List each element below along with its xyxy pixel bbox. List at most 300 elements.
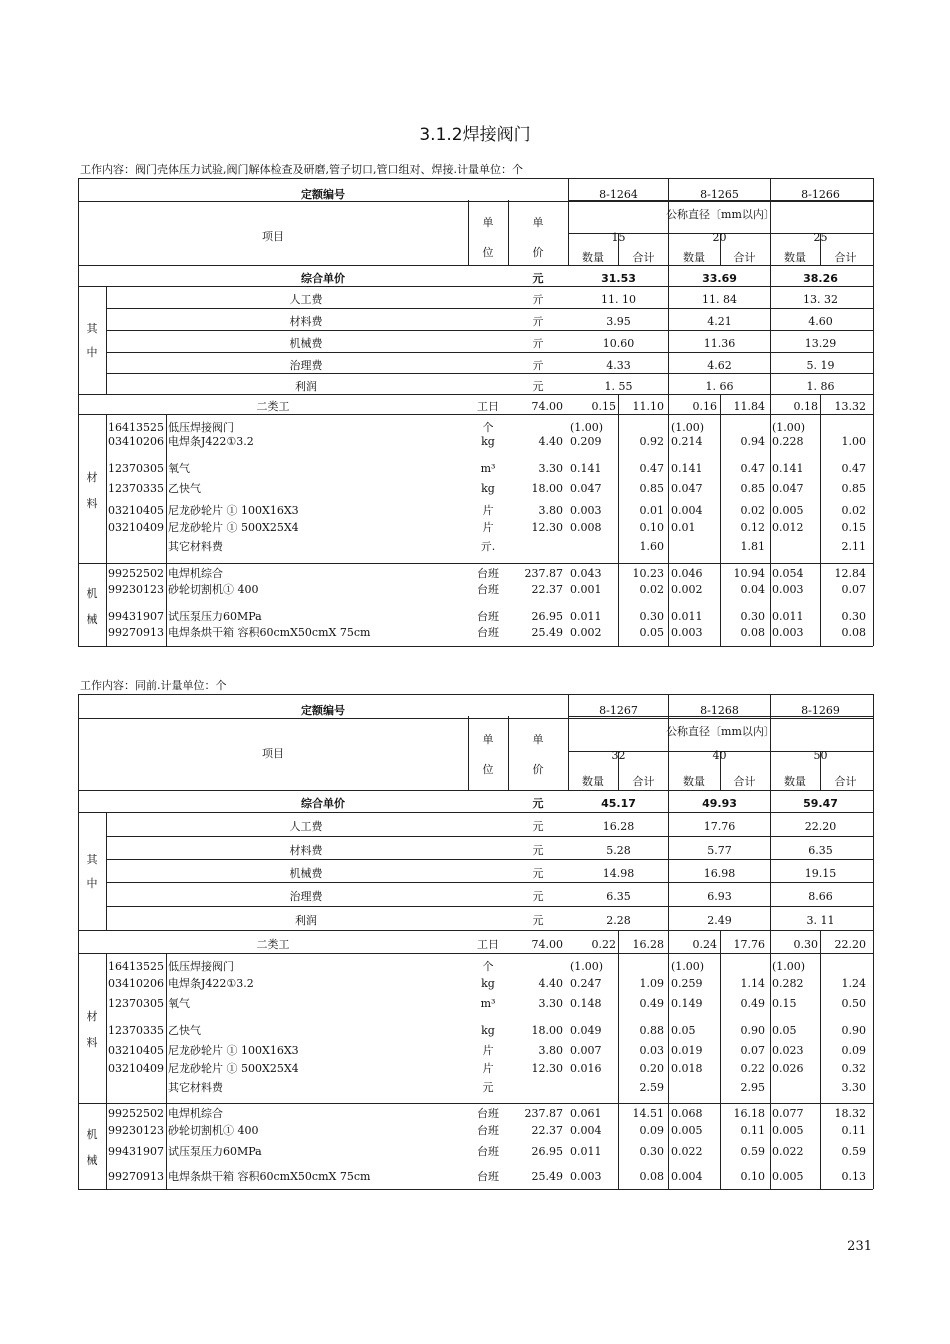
material-sum: 0.85 [841,482,866,495]
machine-sum: 0.59 [740,1145,765,1158]
quota-code: 8-1267 [599,704,638,717]
composite-value: 33.69 [702,272,737,285]
material-unit: 亓. [480,540,496,553]
cost-unit: 元 [532,890,544,903]
material-name: 低压焊接阀门 [168,421,234,434]
material-price: 12.30 [531,521,563,534]
material-unit: 个 [482,421,494,434]
material-name: 尼龙砂轮片 ① 100X16X3 [168,1044,299,1057]
labor-value: 17.76 [733,937,765,951]
material-code: 16413525 [108,421,164,434]
machine-sum: 0.11 [740,1124,765,1137]
cost-name: 治理费 [289,358,323,372]
qty-label: 数量 [683,775,705,788]
machine-sum: 0.11 [841,1124,866,1137]
diameter-value: 40 [712,749,727,762]
cost-value: 17.76 [703,820,736,833]
table-rule [78,201,873,202]
material-qty: 0.004 [671,504,703,517]
material-sum: 0.12 [740,521,765,534]
machine-name: 试压泵压力60MPa [168,610,262,623]
machine-sum: 0.30 [740,610,765,623]
cost-value: 6.35 [606,890,631,903]
material-unit: 个 [482,960,494,973]
table-rule [78,563,873,564]
machine-price: 22.37 [531,583,563,596]
quota-no-label: 定额编号 [301,188,345,201]
ji-label: 机 [86,586,98,600]
labor-value: 0.16 [692,400,717,413]
material-code: 03410206 [108,435,164,448]
material-sum: 1.14 [740,977,765,990]
quota-no-label: 定额编号 [301,704,345,717]
quota-code: 8-1266 [801,188,840,201]
machine-price: 26.95 [531,1145,563,1158]
material-name: 其它材料费 [168,1081,223,1094]
composite-value: 59.47 [803,797,838,810]
table-rule [106,906,873,907]
machine-sum: 0.30 [639,1145,664,1158]
labor-value: 22.20 [834,937,866,951]
cost-value: 16.98 [703,866,736,880]
material-qty: 0.012 [772,521,804,534]
cost-value: 19.15 [804,866,837,880]
composite-value: 49.93 [702,797,737,810]
machine-sum: 0.02 [639,583,664,596]
diameter-value: 15 [611,231,626,244]
quota-code: 8-1269 [801,704,840,717]
cost-value: 1. 66 [705,379,734,393]
machine-name: 电焊条烘干箱 容积60cmX50cmX 75cm [168,1170,371,1183]
price-label: 价 [532,763,544,776]
material-code: 12370305 [108,462,164,475]
material-sum: 1.09 [639,977,664,990]
qty-label: 数量 [784,775,806,788]
cost-value: 5.28 [606,843,631,857]
machine-sum: 0.08 [740,626,765,639]
machine-code: 99230123 [108,1124,164,1137]
machine-unit: 台班 [477,1145,499,1158]
table-rule [820,394,821,646]
material-sum: 0.92 [639,435,664,448]
material-unit: 片 [482,1044,494,1057]
composite-unit: 元 [532,272,544,285]
table-rule [166,414,167,646]
cost-value: 4.33 [606,358,631,372]
unit-label: 单 [482,733,494,746]
material-code: 03210409 [108,521,164,534]
sum-label: 合计 [733,775,756,788]
material-sum: 1.60 [639,540,664,553]
machine-qty: 0.004 [671,1170,703,1183]
machine-qty: 0.002 [570,626,602,639]
qty-label: 数量 [582,251,604,264]
material-price: 3.80 [538,504,563,517]
composite-value: 31.53 [601,272,636,285]
machine-price: 237.87 [524,1107,563,1120]
machine-sum: 0.07 [841,583,866,596]
machine-sum: 10.23 [632,567,664,580]
material-qty: 0.05 [772,1024,797,1037]
table-rule [106,882,873,883]
table-rule [78,718,873,719]
material-sum: 0.02 [841,504,866,517]
material-sum: 0.10 [639,521,664,534]
table-rule [78,286,873,287]
machine-price: 237.87 [524,567,563,580]
material-qty: 0.259 [671,977,703,990]
labor-price: 74.00 [531,937,563,951]
table-rule [78,178,873,179]
cai-label: 材 [86,1010,98,1023]
diameter-value: 25 [813,231,828,244]
material-sum: 2.95 [740,1081,765,1094]
material-qty: 0.01 [671,521,696,534]
material-name: 其它材料费 [168,540,223,553]
material-sum: 0.15 [841,521,866,534]
table-rule [106,953,107,1189]
cost-value: 2.49 [707,914,732,927]
material-qty: 0.141 [671,462,703,475]
material-sum: 0.85 [740,482,765,495]
machine-qty: 0.022 [671,1145,703,1158]
machine-code: 99431907 [108,1145,164,1158]
machine-unit: 台班 [477,1124,499,1137]
labor-value: 0.18 [793,400,818,413]
page-title: 3.1.2焊接阀门 [419,125,531,145]
machine-sum: 0.30 [639,610,664,623]
machine-sum: 0.04 [740,583,765,596]
material-unit: kg [481,482,495,495]
material-sum: 0.01 [639,504,664,517]
table-rule [106,373,873,374]
material-qty: 0.282 [772,977,804,990]
cost-value: 5. 19 [806,358,835,372]
cost-value: 13.29 [804,337,837,350]
material-unit: 片 [482,521,494,534]
diameter-value: 50 [813,749,828,762]
sum-label: 合计 [834,775,857,788]
table-rule [78,646,873,647]
diameter-label: 公称直径〔mm以内〕 [666,208,775,221]
machine-unit: 台班 [477,583,499,596]
cost-value: 3.95 [606,315,631,328]
material-qty: 0.023 [772,1044,804,1057]
cost-value: 1. 55 [604,379,633,393]
material-qty: 0.15 [772,997,797,1010]
cost-unit: 元 [532,866,544,880]
material-name: 氧气 [168,997,190,1010]
material-qty: 0.149 [671,997,703,1010]
material-unit: kg [481,977,495,990]
composite-label: 综合单价 [301,272,345,285]
sum-label: 合计 [632,251,655,264]
cost-name: 机械费 [289,866,323,880]
labor-value: 13.32 [834,400,866,413]
machine-sum: 0.59 [841,1145,866,1158]
qty-label: 数量 [683,251,705,264]
machine-sum: 12.84 [834,567,866,580]
machine-qty: 0.011 [772,610,804,623]
machine-sum: 0.09 [639,1124,664,1137]
material-code: 03210409 [108,1062,164,1075]
machine-price: 22.37 [531,1124,563,1137]
composite-label: 综合单价 [301,797,345,810]
material-qty: 0.214 [671,435,703,448]
unit-label: 单 [482,216,494,229]
material-price: 18.00 [531,482,563,495]
machine-name: 电焊机综合 [168,1107,223,1120]
table-rule [78,953,873,954]
sum-label: 合计 [834,251,857,264]
machine-qty: 0.011 [570,610,602,623]
material-unit: 片 [482,504,494,517]
price-label: 单 [532,216,544,229]
material-sum: 0.03 [639,1044,664,1057]
cost-value: 16.28 [602,820,635,833]
cost-value: 4.21 [707,315,732,328]
machine-qty: 0.005 [772,1124,804,1137]
cost-value: 5.77 [707,843,732,857]
table-rule [78,414,873,415]
table-rule [720,394,721,646]
material-unit: kg [481,1024,495,1037]
machine-sum: 0.08 [841,626,866,639]
cost-name: 材料费 [289,315,323,328]
material-sum: 0.09 [841,1044,866,1057]
material-qty: 0.008 [570,521,602,534]
diameter-label: 公称直径〔mm以内〕 [666,725,775,738]
ji-label: 机 [86,1128,98,1141]
sum-label: 合计 [733,251,756,264]
material-name: 乙快气 [168,1024,201,1037]
table-rule [166,953,167,1189]
cost-value: 6.35 [808,843,833,857]
cost-value: 4.60 [808,315,833,328]
labor-price: 74.00 [531,400,563,413]
labor-value: 11.84 [733,400,765,413]
table-rule [78,930,873,931]
machine-sum: 0.30 [841,610,866,623]
material-qty: 0.005 [772,504,804,517]
material-sum: 0.49 [639,997,664,1010]
material-name: 乙快气 [168,482,201,495]
cost-value: 10.60 [602,337,635,350]
cost-name: 利润 [295,914,317,927]
material-qty: 0.049 [570,1024,602,1037]
page-number: 231 [847,1239,872,1254]
material-unit: m³ [480,997,496,1010]
diameter-value: 32 [611,749,626,762]
material-unit: 元 [482,1081,494,1094]
material-unit: m³ [480,462,496,475]
material-qty: (1.00) [671,421,705,434]
machine-qty: 0.077 [772,1107,804,1120]
machine-qty: 0.001 [570,583,602,596]
machine-unit: 台班 [477,610,499,623]
machine-sum: 18.32 [834,1107,866,1120]
cost-value: 1. 86 [806,379,835,393]
machine-qty: 0.003 [570,1170,602,1183]
machine-code: 99252502 [108,567,164,580]
material-sum: 0.90 [740,1024,765,1037]
table-rule [106,859,873,860]
cost-unit: 亓 [532,358,544,372]
cost-unit: 元 [532,379,544,393]
cost-value: 3. 11 [806,914,835,927]
material-sum: 0.85 [639,482,664,495]
cost-value: 13. 32 [803,293,838,306]
qizhong-label: 中 [86,346,98,359]
material-qty: 0.019 [671,1044,703,1057]
table-rule [873,178,874,646]
price-label: 单 [532,733,544,746]
cost-value: 22.20 [804,820,837,833]
material-code: 16413525 [108,960,164,973]
material-code: 12370335 [108,482,164,495]
machine-qty: 0.046 [671,567,703,580]
material-name: 电焊条J422①3.2 [168,977,254,990]
cost-value: 11. 10 [601,293,636,306]
material-qty: (1.00) [671,960,705,973]
item-label: 项目 [262,230,284,243]
quota-code: 8-1264 [599,188,638,201]
machine-price: 25.49 [531,1170,563,1183]
material-name: 低压焊接阀门 [168,960,234,973]
labor-value: 0.22 [591,937,616,951]
cost-unit: 元 [532,914,544,927]
cai-label: 材 [86,470,98,484]
material-qty: 0.228 [772,435,804,448]
material-sum: 0.47 [639,462,664,475]
labor-value: 0.30 [793,937,818,951]
machine-price: 26.95 [531,610,563,623]
material-code: 03210405 [108,1044,164,1057]
material-qty: 0.003 [570,504,602,517]
material-price: 18.00 [531,1024,563,1037]
composite-unit: 元 [532,797,544,810]
labor-unit: 工日 [477,937,499,951]
material-sum: 0.90 [841,1024,866,1037]
material-name: 尼龙砂轮片 ① 500X25X4 [168,1062,299,1075]
material-qty: 0.141 [570,462,602,475]
material-code: 12370305 [108,997,164,1010]
material-unit: 片 [482,1062,494,1075]
material-qty: 0.047 [570,482,602,495]
material-code: 12370335 [108,1024,164,1037]
qty-label: 数量 [582,775,604,788]
cost-value: 8.66 [808,890,833,903]
machine-unit: 台班 [477,1107,499,1120]
machine-name: 砂轮切割机① 400 [168,1124,259,1137]
unit-label: 位 [482,246,494,259]
labor-name: 二类工 [256,937,290,951]
machine-sum: 0.08 [639,1170,664,1183]
machine-qty: 0.002 [671,583,703,596]
material-qty: 0.016 [570,1062,602,1075]
material-unit: kg [481,435,495,448]
qizhong-label: 中 [86,877,98,890]
labor-value: 11.10 [632,400,664,413]
material-sum: 0.88 [639,1024,664,1037]
material-sum: 0.49 [740,997,765,1010]
material-qty: (1.00) [570,960,604,973]
labor-unit: 工日 [477,400,499,413]
diameter-value: 20 [712,231,727,244]
table-rule [78,812,873,813]
material-sum: 0.02 [740,504,765,517]
machine-qty: 0.011 [671,610,703,623]
machine-unit: 台班 [477,1170,499,1183]
material-price: 3.30 [538,997,563,1010]
table-rule [78,394,873,395]
machine-name: 电焊条烘干箱 容积60cmX50cmX 75cm [168,626,371,639]
table-rule [78,1189,873,1190]
machine-qty: 0.043 [570,567,602,580]
quota-table [78,694,873,1189]
material-qty: 0.047 [671,482,703,495]
material-sum: 2.11 [841,540,866,553]
quota-table [78,178,873,646]
labor-value: 0.15 [591,400,616,413]
composite-value: 38.26 [803,272,838,285]
table-rule [78,265,873,266]
material-sum: 0.07 [740,1044,765,1057]
machine-qty: 0.005 [671,1124,703,1137]
material-sum: 1.24 [841,977,866,990]
material-qty: 0.026 [772,1062,804,1075]
material-name: 氧气 [168,462,190,475]
table-rule [106,352,873,353]
labor-value: 0.24 [692,937,717,951]
machine-qty: 0.004 [570,1124,602,1137]
table-rule [468,716,469,790]
ji-label: 械 [86,1154,98,1167]
material-name: 尼龙砂轮片 ① 500X25X4 [168,521,299,534]
material-price: 12.30 [531,1062,563,1075]
machine-qty: 0.011 [570,1145,602,1158]
machine-name: 砂轮切割机① 400 [168,583,259,596]
material-price: 3.80 [538,1044,563,1057]
material-name: 电焊条J422①3.2 [168,435,254,448]
machine-name: 试压泵压力60MPa [168,1145,262,1158]
machine-code: 99431907 [108,610,164,623]
material-price: 4.40 [538,435,563,448]
ji-label: 械 [86,612,98,626]
material-sum: 0.22 [740,1062,765,1075]
machine-sum: 14.51 [632,1107,664,1120]
cost-name: 机械费 [289,337,323,350]
machine-name: 电焊机综合 [168,567,223,580]
machine-sum: 0.05 [639,626,664,639]
cost-name: 人工费 [289,293,323,306]
material-qty: (1.00) [570,421,604,434]
table-rule [78,1103,873,1104]
table-rule [78,694,873,695]
qizhong-label: 其 [86,322,98,335]
material-price: 3.30 [538,462,563,475]
work-content: 工作内容：同前.计量单位：个 [80,679,227,692]
material-sum: 0.50 [841,997,866,1010]
cost-value: 14.98 [602,866,635,880]
machine-sum: 0.10 [740,1170,765,1183]
material-sum: 0.47 [740,462,765,475]
material-sum: 1.00 [841,435,866,448]
machine-price: 25.49 [531,626,563,639]
quota-code: 8-1268 [700,704,739,717]
machine-unit: 台班 [477,567,499,580]
unit-label: 位 [482,763,494,776]
